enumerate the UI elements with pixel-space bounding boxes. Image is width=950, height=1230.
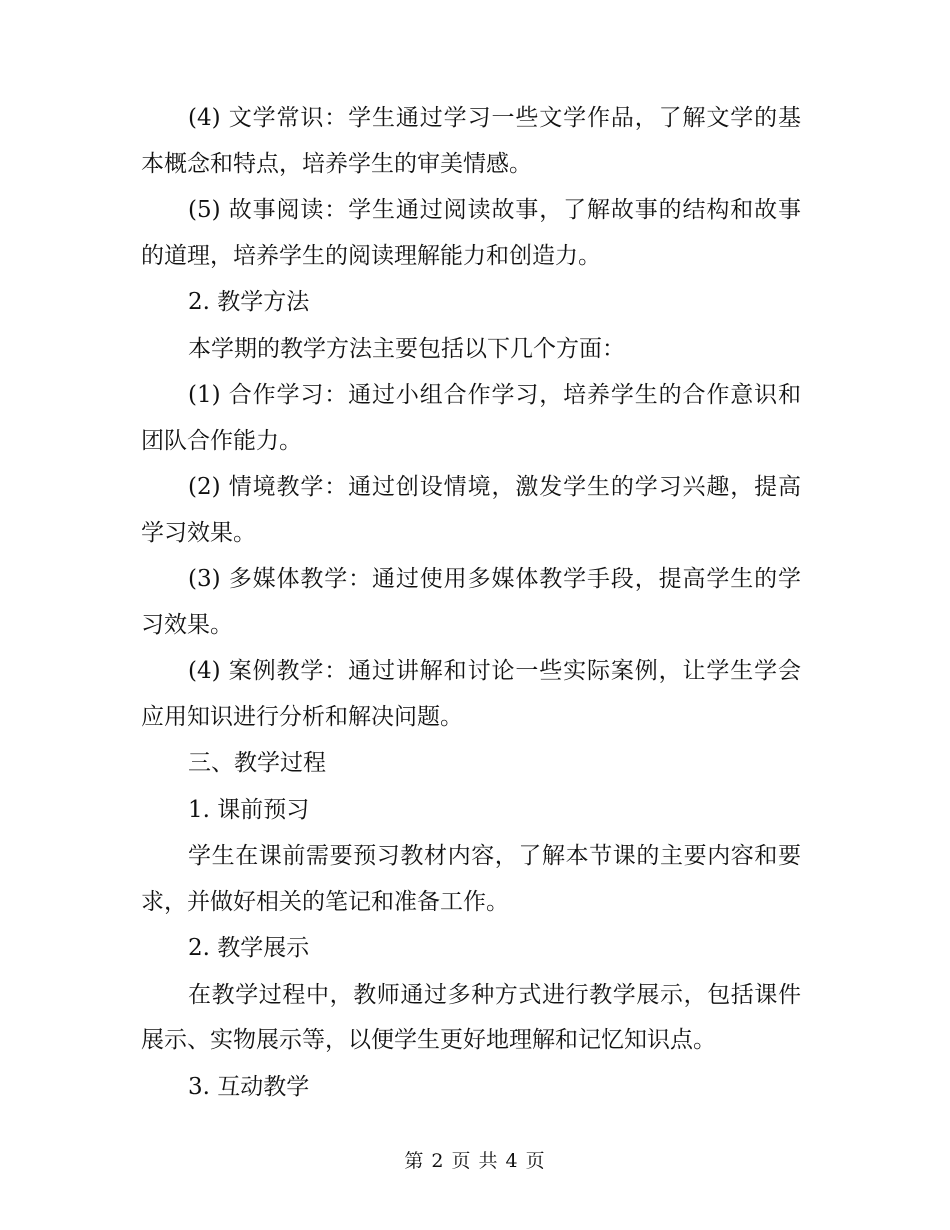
paragraph-cooperative-learning: (1) 合作学习：通过小组合作学习，培养学生的合作意识和团队合作能力。 [141, 382, 801, 454]
page-number-footer: 第 2 页 共 4 页 [404, 1150, 546, 1172]
paragraph-case-teaching: (4) 案例教学：通过讲解和讨论一些实际案例，让学生学会应用知识进行分析和解决问题。 [141, 658, 801, 730]
paragraph-multimedia-teaching: (3) 多媒体教学：通过使用多媒体教学手段，提高学生的学习效果。 [141, 566, 801, 638]
document-body [141, 96, 801, 1111]
paragraph-methods-intro: 本学期的教学方法主要包括以下几个方面： [188, 335, 625, 362]
heading-teaching-demonstration: 2. 教学展示 [188, 935, 310, 961]
paragraph-story-reading: (5) 故事阅读：学生通过阅读故事，了解故事的结构和故事的道理，培养学生的阅读理解能力和创造力。 [141, 197, 801, 269]
heading-pre-class-preview: 1. 课前预习 [188, 796, 310, 823]
paragraph-literature-knowledge: (4) 文学常识：学生通过学习一些文学作品，了解文学的基本概念和特点，培养学生的审美情感。 [141, 105, 801, 177]
heading-interactive-teaching: 3. 互动教学 [188, 1073, 310, 1100]
paragraph-teaching-demonstration: 在教学过程中，教师通过多种方式进行教学展示，包括课件展示、实物展示等，以便学生更好地理解和记忆知识点。 [141, 981, 801, 1053]
heading-teaching-process: 三、教学过程 [188, 750, 326, 776]
heading-teaching-methods: 2. 教学方法 [188, 289, 310, 315]
paragraph-pre-class-preview: 学生在课前需要预习教材内容，了解本节课的主要内容和要求，并做好相关的笔记和准备工作。 [141, 843, 801, 915]
paragraph-situational-teaching: (2) 情境教学：通过创设情境，激发学生的学习兴趣，提高学习效果。 [141, 474, 801, 546]
